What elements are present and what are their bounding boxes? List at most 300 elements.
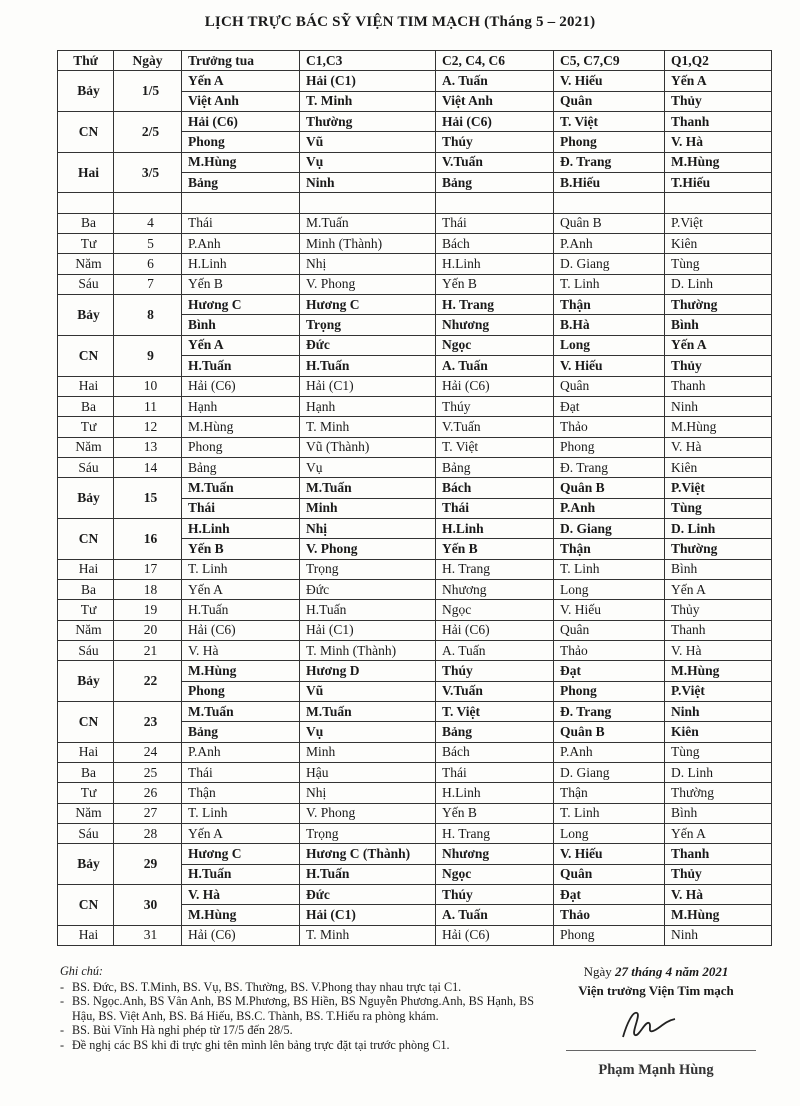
table-row (58, 844, 772, 864)
cell-ngay: 3/5 (114, 152, 182, 193)
cell-thu: Sáu (58, 640, 114, 660)
header-q1-q2: Q1,Q2 (665, 51, 772, 71)
cell-ngay: 20 (114, 620, 182, 640)
cell-ngay: 14 (114, 457, 182, 477)
cell-c1-c3: Hương D (300, 661, 436, 681)
cell-q1-q2: Kiên (665, 457, 772, 477)
handwritten-signature-icon (615, 1003, 685, 1043)
cell-c2-c4-c6: Hải (C6) (436, 620, 554, 640)
cell-q1-q2: Yến A (665, 579, 772, 599)
cell-c1-c3: H.Tuấn (300, 600, 436, 620)
cell-c1-c3: Hương C (Thành) (300, 844, 436, 864)
cell-truong-tua: V. Hà (182, 640, 300, 660)
cell-c2-c4-c6: Thái (436, 763, 554, 783)
cell-q1-q2: V. Hà (665, 437, 772, 457)
table-row (58, 824, 772, 844)
cell-thu: Hai (58, 925, 114, 945)
cell-c5-c7-c9: B.Hà (554, 315, 665, 335)
cell-c5-c7-c9: Quân (554, 91, 665, 111)
cell-c5-c7-c9: Thảo (554, 905, 665, 925)
cell-ngay: 25 (114, 763, 182, 783)
cell-truong-tua: Thận (182, 783, 300, 803)
cell-c1-c3: T. Minh (300, 91, 436, 111)
cell-truong-tua: M.Hùng (182, 661, 300, 681)
table-row (58, 925, 772, 945)
cell-q1-q2: Thanh (665, 620, 772, 640)
cell-ngay: 4 (114, 213, 182, 233)
cell-c2-c4-c6: Ngọc (436, 335, 554, 355)
cell-truong-tua: Yến A (182, 71, 300, 91)
note-item: - BS. Ngọc.Anh, BS Vân Anh, BS M.Phương, BS Hiền, BS Nguyễn Phương.Anh, BS Hạnh, BS Hậu, BS. Việt Anh, BS. Bá Hiếu, BS.C. Thành, BS. T.Hiếu ra phòng khám. (60, 994, 560, 1023)
cell-c5-c7-c9: Đạt (554, 661, 665, 681)
cell-c1-c3: T. Minh (300, 925, 436, 945)
cell-thu: Năm (58, 254, 114, 274)
table-row (58, 274, 772, 294)
cell-truong-tua: P.Anh (182, 234, 300, 254)
cell-truong-tua: Bảng (182, 722, 300, 742)
cell-c1-c3: Vụ (300, 722, 436, 742)
cell-thu: Bảy (58, 844, 114, 885)
cell-ngay: 18 (114, 579, 182, 599)
table-row (58, 295, 772, 315)
cell-thu: Hai (58, 376, 114, 396)
cell-thu: Sáu (58, 824, 114, 844)
cell-c1-c3: T. Minh (300, 417, 436, 437)
signature-divider (566, 1050, 756, 1051)
cell-q1-q2: D. Linh (665, 763, 772, 783)
cell-truong-tua: T. Linh (182, 803, 300, 823)
cell-q1-q2: Bình (665, 559, 772, 579)
cell-thu: CN (58, 112, 114, 153)
cell-c5-c7-c9: Quân B (554, 722, 665, 742)
cell-ngay: 29 (114, 844, 182, 885)
cell-truong-tua: P.Anh (182, 742, 300, 762)
cell-c2-c4-c6: Bách (436, 234, 554, 254)
cell-thu: Hai (58, 559, 114, 579)
cell-ngay: 22 (114, 661, 182, 702)
table-row (58, 518, 772, 538)
cell-c1-c3: M.Tuấn (300, 213, 436, 233)
cell-truong-tua: V. Hà (182, 885, 300, 905)
cell-ngay: 19 (114, 600, 182, 620)
cell-c1-c3: Hải (C1) (300, 905, 436, 925)
table-row (58, 803, 772, 823)
cell-c2-c4-c6: V.Tuấn (436, 152, 554, 172)
cell-ngay: 16 (114, 518, 182, 559)
cell-c2-c4-c6: Thúy (436, 132, 554, 152)
table-row (58, 661, 772, 681)
cell-c1-c3: M.Tuấn (300, 478, 436, 498)
cell-ngay: 8 (114, 295, 182, 336)
signature-block (556, 964, 756, 999)
cell-truong-tua: M.Tuấn (182, 702, 300, 722)
cell-truong-tua: Thái (182, 763, 300, 783)
cell-truong-tua: Bình (182, 315, 300, 335)
cell-c5-c7-c9: Đ. Trang (554, 702, 665, 722)
cell-thu: Hai (58, 742, 114, 762)
cell-truong-tua: M.Hùng (182, 905, 300, 925)
table-row (58, 437, 772, 457)
cell-truong-tua: Yến A (182, 824, 300, 844)
note-item: - BS. Bùi Vĩnh Hà nghỉ phép từ 17/5 đến 28/5. (60, 1023, 293, 1038)
cell-c2-c4-c6: Bảng (436, 457, 554, 477)
empty-cell (58, 193, 114, 213)
cell-c1-c3: Trọng (300, 824, 436, 844)
table-row (58, 457, 772, 477)
cell-truong-tua: H.Tuấn (182, 600, 300, 620)
cell-truong-tua: Bảng (182, 173, 300, 193)
duty-schedule-table (57, 50, 772, 946)
cell-c2-c4-c6: H.Linh (436, 254, 554, 274)
cell-c2-c4-c6: H. Trang (436, 824, 554, 844)
cell-q1-q2: V. Hà (665, 640, 772, 660)
cell-truong-tua: Phong (182, 437, 300, 457)
cell-truong-tua: Hải (C6) (182, 620, 300, 640)
cell-c1-c3: Minh (300, 498, 436, 518)
cell-c5-c7-c9: D. Giang (554, 254, 665, 274)
cell-ngay: 11 (114, 396, 182, 416)
cell-c5-c7-c9: Quân (554, 376, 665, 396)
cell-thu: CN (58, 335, 114, 376)
cell-q1-q2: T.Hiếu (665, 173, 772, 193)
cell-q1-q2: Kiên (665, 234, 772, 254)
cell-truong-tua: Yến A (182, 579, 300, 599)
cell-ngay: 26 (114, 783, 182, 803)
cell-c2-c4-c6: Hải (C6) (436, 112, 554, 132)
cell-c5-c7-c9: Phong (554, 681, 665, 701)
cell-c2-c4-c6: A. Tuấn (436, 640, 554, 660)
cell-c1-c3: Nhị (300, 518, 436, 538)
cell-c5-c7-c9: T. Linh (554, 803, 665, 823)
cell-q1-q2: Bình (665, 803, 772, 823)
cell-ngay: 12 (114, 417, 182, 437)
cell-q1-q2: Thường (665, 783, 772, 803)
sign-date-value: 27 tháng 4 năm 2021 (615, 964, 729, 979)
cell-c1-c3: Minh (300, 742, 436, 762)
cell-c1-c3: Vũ (Thành) (300, 437, 436, 457)
cell-truong-tua: T. Linh (182, 559, 300, 579)
table-header-row (58, 51, 772, 71)
cell-c5-c7-c9: Đ. Trang (554, 457, 665, 477)
cell-ngay: 15 (114, 478, 182, 519)
sign-position: Viện trưởng Viện Tim mạch (578, 983, 734, 998)
cell-truong-tua: Hương C (182, 844, 300, 864)
table-row (58, 376, 772, 396)
cell-truong-tua: Việt Anh (182, 91, 300, 111)
cell-c1-c3: Nhị (300, 783, 436, 803)
table-row (58, 254, 772, 274)
cell-c5-c7-c9: Long (554, 335, 665, 355)
cell-c1-c3: M.Tuấn (300, 702, 436, 722)
cell-c2-c4-c6: A. Tuấn (436, 905, 554, 925)
cell-q1-q2: Yến A (665, 824, 772, 844)
cell-c2-c4-c6: A. Tuấn (436, 356, 554, 376)
cell-c2-c4-c6: Ngọc (436, 600, 554, 620)
cell-thu: Sáu (58, 274, 114, 294)
cell-c2-c4-c6: Yến B (436, 803, 554, 823)
cell-c1-c3: Hải (C1) (300, 71, 436, 91)
cell-c1-c3: V. Phong (300, 539, 436, 559)
cell-c5-c7-c9: Đạt (554, 885, 665, 905)
header-c5-c7-c9: C5, C7,C9 (554, 51, 665, 71)
cell-thu: Bảy (58, 661, 114, 702)
cell-c1-c3: V. Phong (300, 803, 436, 823)
cell-q1-q2: Yến A (665, 71, 772, 91)
cell-q1-q2: Thường (665, 539, 772, 559)
cell-thu: CN (58, 702, 114, 743)
table-row (58, 742, 772, 762)
cell-c1-c3: Thường (300, 112, 436, 132)
cell-c2-c4-c6: H. Trang (436, 295, 554, 315)
cell-c2-c4-c6: Ngọc (436, 864, 554, 884)
cell-c5-c7-c9: Thảo (554, 417, 665, 437)
cell-q1-q2: Thủy (665, 91, 772, 111)
cell-c1-c3: Ninh (300, 173, 436, 193)
cell-q1-q2: Thủy (665, 600, 772, 620)
cell-c5-c7-c9: V. Hiếu (554, 356, 665, 376)
cell-c5-c7-c9: T. Linh (554, 274, 665, 294)
cell-ngay: 2/5 (114, 112, 182, 153)
table-row (58, 559, 772, 579)
cell-truong-tua: Phong (182, 132, 300, 152)
empty-cell (114, 193, 182, 213)
header-thu: Thứ (58, 51, 114, 71)
table-row (58, 478, 772, 498)
note-item: - BS. Đức, BS. T.Minh, BS. Vụ, BS. Thường, BS. V.Phong thay nhau trực tại C1. (60, 979, 462, 994)
cell-thu: CN (58, 518, 114, 559)
cell-q1-q2: Thanh (665, 844, 772, 864)
cell-c2-c4-c6: A. Tuấn (436, 71, 554, 91)
cell-truong-tua: Yến B (182, 274, 300, 294)
cell-c2-c4-c6: T. Việt (436, 702, 554, 722)
table-body (58, 71, 772, 946)
cell-c5-c7-c9: P.Anh (554, 234, 665, 254)
cell-c2-c4-c6: Bách (436, 742, 554, 762)
cell-thu: Bảy (58, 295, 114, 336)
table-row (58, 71, 772, 91)
header-ngay: Ngày (114, 51, 182, 71)
cell-ngay: 9 (114, 335, 182, 376)
cell-thu: Ba (58, 396, 114, 416)
sign-date-prefix: Ngày (583, 964, 612, 979)
cell-c2-c4-c6: Thúy (436, 885, 554, 905)
cell-c1-c3: H.Tuấn (300, 356, 436, 376)
cell-ngay: 27 (114, 803, 182, 823)
cell-q1-q2: Ninh (665, 925, 772, 945)
cell-ngay: 28 (114, 824, 182, 844)
cell-c1-c3: Đức (300, 579, 436, 599)
cell-c2-c4-c6: Thái (436, 498, 554, 518)
cell-truong-tua: M.Hùng (182, 417, 300, 437)
empty-cell (554, 193, 665, 213)
cell-c1-c3: Nhị (300, 254, 436, 274)
cell-thu: Năm (58, 620, 114, 640)
cell-c5-c7-c9: Quân (554, 864, 665, 884)
note-item: - Đề nghị các BS khi đi trực ghi tên mình lên bảng trực đặt tại trước phòng C1. (60, 1037, 450, 1052)
table-row (58, 335, 772, 355)
cell-thu: Tư (58, 234, 114, 254)
cell-q1-q2: Thường (665, 295, 772, 315)
cell-c5-c7-c9: V. Hiếu (554, 844, 665, 864)
cell-ngay: 13 (114, 437, 182, 457)
cell-thu: Năm (58, 803, 114, 823)
empty-cell (182, 193, 300, 213)
cell-c1-c3: Trọng (300, 315, 436, 335)
cell-c5-c7-c9: Long (554, 579, 665, 599)
cell-c2-c4-c6: T. Việt (436, 437, 554, 457)
cell-truong-tua: Hương C (182, 295, 300, 315)
cell-q1-q2: Thanh (665, 112, 772, 132)
empty-cell (665, 193, 772, 213)
notes-section (60, 964, 560, 1053)
cell-c2-c4-c6: V.Tuấn (436, 417, 554, 437)
cell-c1-c3: Vụ (300, 152, 436, 172)
cell-ngay: 1/5 (114, 71, 182, 112)
cell-q1-q2: Bình (665, 315, 772, 335)
note-text: BS. Đức, BS. T.Minh, BS. Vụ, BS. Thường, BS. V.Phong thay nhau trực tại C1. (72, 979, 462, 994)
cell-truong-tua: Hải (C6) (182, 112, 300, 132)
table-row (58, 213, 772, 233)
cell-truong-tua: M.Hùng (182, 152, 300, 172)
table-row (58, 152, 772, 172)
table-row (58, 579, 772, 599)
cell-truong-tua: Hạnh (182, 396, 300, 416)
cell-c5-c7-c9: V. Hiếu (554, 71, 665, 91)
cell-c5-c7-c9: P.Anh (554, 742, 665, 762)
header-c1-c3: C1,C3 (300, 51, 436, 71)
cell-c1-c3: Hậu (300, 763, 436, 783)
cell-c2-c4-c6: Việt Anh (436, 91, 554, 111)
cell-thu: Ba (58, 213, 114, 233)
sign-date (556, 964, 756, 980)
cell-c2-c4-c6: Bảng (436, 722, 554, 742)
cell-c2-c4-c6: Thúy (436, 396, 554, 416)
cell-c1-c3: Vụ (300, 457, 436, 477)
cell-c2-c4-c6: Thái (436, 213, 554, 233)
cell-q1-q2: Thủy (665, 356, 772, 376)
cell-c2-c4-c6: Nhương (436, 315, 554, 335)
header-truong-tua: Trưởng tua (182, 51, 300, 71)
cell-q1-q2: P.Việt (665, 213, 772, 233)
cell-c5-c7-c9: V. Hiếu (554, 600, 665, 620)
cell-ngay: 30 (114, 885, 182, 926)
cell-thu: Sáu (58, 457, 114, 477)
spacer-row (58, 193, 772, 213)
table-row (58, 396, 772, 416)
cell-q1-q2: M.Hùng (665, 417, 772, 437)
cell-q1-q2: D. Linh (665, 518, 772, 538)
cell-c5-c7-c9: Đạt (554, 396, 665, 416)
cell-c2-c4-c6: Yến B (436, 539, 554, 559)
cell-ngay: 6 (114, 254, 182, 274)
cell-q1-q2: P.Việt (665, 681, 772, 701)
table-row (58, 417, 772, 437)
cell-q1-q2: Ninh (665, 396, 772, 416)
cell-c1-c3: Minh (Thành) (300, 234, 436, 254)
cell-truong-tua: Phong (182, 681, 300, 701)
cell-c1-c3: Đức (300, 885, 436, 905)
cell-q1-q2: V. Hà (665, 132, 772, 152)
cell-q1-q2: Tùng (665, 742, 772, 762)
cell-c5-c7-c9: T. Linh (554, 559, 665, 579)
cell-ngay: 10 (114, 376, 182, 396)
cell-c1-c3: Trọng (300, 559, 436, 579)
cell-c5-c7-c9: Thận (554, 539, 665, 559)
cell-c1-c3: H.Tuấn (300, 864, 436, 884)
cell-c1-c3: Đức (300, 335, 436, 355)
table-row (58, 620, 772, 640)
cell-truong-tua: M.Tuấn (182, 478, 300, 498)
table-row (58, 763, 772, 783)
cell-truong-tua: Hải (C6) (182, 376, 300, 396)
cell-c5-c7-c9: P.Anh (554, 498, 665, 518)
cell-c2-c4-c6: Yến B (436, 274, 554, 294)
cell-c5-c7-c9: Quân (554, 620, 665, 640)
cell-c2-c4-c6: Nhương (436, 844, 554, 864)
cell-q1-q2: M.Hùng (665, 905, 772, 925)
cell-ngay: 24 (114, 742, 182, 762)
note-text: Đề nghị các BS khi đi trực ghi tên mình lên bảng trực đặt tại trước phòng C1. (72, 1037, 450, 1052)
cell-c2-c4-c6: H. Trang (436, 559, 554, 579)
cell-c2-c4-c6: V.Tuấn (436, 681, 554, 701)
cell-c1-c3: Hải (C1) (300, 376, 436, 396)
cell-c5-c7-c9: D. Giang (554, 518, 665, 538)
cell-c2-c4-c6: H.Linh (436, 518, 554, 538)
table-row (58, 112, 772, 132)
cell-thu: Năm (58, 437, 114, 457)
cell-truong-tua: H.Linh (182, 518, 300, 538)
cell-c1-c3: Vũ (300, 132, 436, 152)
cell-c5-c7-c9: Phong (554, 132, 665, 152)
cell-c2-c4-c6: Hải (C6) (436, 376, 554, 396)
cell-c2-c4-c6: Bách (436, 478, 554, 498)
cell-ngay: 23 (114, 702, 182, 743)
cell-thu: Bảy (58, 71, 114, 112)
cell-q1-q2: P.Việt (665, 478, 772, 498)
cell-truong-tua: Bảng (182, 457, 300, 477)
cell-c5-c7-c9: Long (554, 824, 665, 844)
cell-truong-tua: Yến B (182, 539, 300, 559)
cell-thu: Ba (58, 763, 114, 783)
cell-c2-c4-c6: Bảng (436, 173, 554, 193)
cell-c2-c4-c6: Hải (C6) (436, 925, 554, 945)
cell-c1-c3: Vũ (300, 681, 436, 701)
cell-truong-tua: Yến A (182, 335, 300, 355)
cell-c1-c3: Hạnh (300, 396, 436, 416)
table-row (58, 234, 772, 254)
cell-truong-tua: H.Tuấn (182, 864, 300, 884)
cell-c1-c3: V. Phong (300, 274, 436, 294)
cell-ngay: 5 (114, 234, 182, 254)
cell-q1-q2: V. Hà (665, 885, 772, 905)
cell-thu: Bảy (58, 478, 114, 519)
cell-c2-c4-c6: Thúy (436, 661, 554, 681)
cell-truong-tua: Thái (182, 498, 300, 518)
cell-c5-c7-c9: Quân B (554, 213, 665, 233)
cell-c1-c3: T. Minh (Thành) (300, 640, 436, 660)
cell-thu: Tư (58, 600, 114, 620)
cell-c2-c4-c6: H.Linh (436, 783, 554, 803)
note-text: BS. Bùi Vĩnh Hà nghỉ phép từ 17/5 đến 28/5. (72, 1023, 293, 1038)
table-row (58, 640, 772, 660)
cell-thu: Ba (58, 579, 114, 599)
cell-q1-q2: Tùng (665, 254, 772, 274)
cell-c5-c7-c9: Thảo (554, 640, 665, 660)
cell-truong-tua: H.Tuấn (182, 356, 300, 376)
cell-truong-tua: Thái (182, 213, 300, 233)
cell-truong-tua: Hải (C6) (182, 925, 300, 945)
cell-c5-c7-c9: Phong (554, 437, 665, 457)
